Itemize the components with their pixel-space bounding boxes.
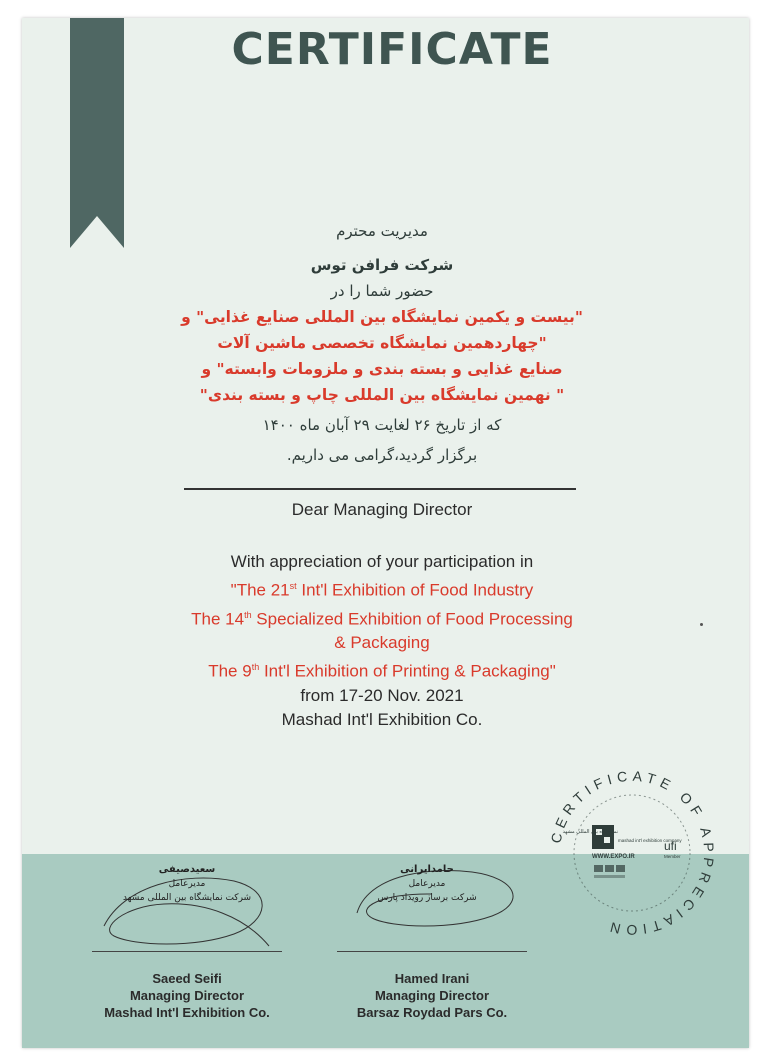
seal-logo-english: mashad int'l exhibition company bbox=[618, 838, 682, 843]
certificate-sheet bbox=[22, 18, 749, 1048]
persian-exhibition-line: "چهاردهمین نمایشگاه تخصصی ماشین آلات bbox=[217, 334, 547, 352]
english-exhibition-2-cont: & Packaging bbox=[334, 633, 430, 653]
persian-text-block bbox=[162, 218, 602, 468]
signature-line-2 bbox=[337, 951, 527, 952]
persian-closing: برگزار گردید،گرامی می داریم. bbox=[286, 446, 478, 464]
english-dates: from 17-20 Nov. 2021 bbox=[300, 685, 464, 705]
ufi-member: Member bbox=[664, 854, 681, 859]
signer-2-fa-company: شرکت برساز رویداد پارس bbox=[377, 893, 477, 903]
signer-1-fa-role: مدیرعامل bbox=[168, 879, 206, 889]
signer-2-name: Hamed Irani bbox=[394, 971, 470, 986]
signer-1-name: Saeed Seifi bbox=[152, 971, 222, 986]
persian-exhibition-line: " نهمین نمایشگاه بین المللی چاپ و بسته بندی" bbox=[199, 386, 565, 404]
signature-persian-1 bbox=[82, 863, 292, 905]
speck-mark bbox=[700, 623, 703, 626]
signer-1-fa-name: سعیدصیفی bbox=[158, 864, 216, 875]
signer-2-fa-role: مدیرعامل bbox=[408, 879, 446, 889]
signature-line-1 bbox=[92, 951, 282, 952]
persian-salutation: مدیریت محترم bbox=[336, 222, 428, 240]
english-text-block bbox=[132, 498, 632, 732]
certificate-title: CERTIFICATE bbox=[231, 24, 553, 75]
seal-logo-persian: نمایشگاه بین المللی مشهد bbox=[562, 829, 618, 835]
ufi-logo: ufi bbox=[664, 839, 677, 853]
signer-2-role: Managing Director bbox=[374, 988, 490, 1003]
signature-block-2 bbox=[312, 970, 552, 1021]
persian-date-line: که از تاریخ ۲۶ لغایت ۲۹ آبان ماه ۱۴۰۰ bbox=[262, 416, 502, 434]
persian-exhibition-line: "بیست و یکمین نمایشگاه بین المللی صنایع غذایی" و bbox=[181, 308, 583, 326]
persian-exhibition-line: صنایع غذایی و بسته بندی و ملزومات وابسته" و bbox=[201, 360, 563, 378]
english-exhibition-1: "The 21st Int'l Exhibition of Food Industry bbox=[230, 580, 534, 600]
signature-block-1 bbox=[67, 970, 307, 1021]
signature-persian-2 bbox=[322, 863, 532, 905]
signer-1-company: Mashad Int'l Exhibition Co. bbox=[104, 1005, 270, 1020]
signer-1-fa-company: شرکت نمایشگاه بین المللی مشهد bbox=[122, 893, 252, 903]
persian-intro: حضور شما را در bbox=[330, 282, 434, 300]
appreciation-seal bbox=[542, 763, 722, 943]
english-exhibition-2: The 14th Specialized Exhibition of Food Processing bbox=[191, 609, 573, 629]
english-appreciation: With appreciation of your participation in bbox=[230, 552, 534, 571]
section-divider bbox=[184, 488, 576, 490]
signer-1-role: Managing Director bbox=[129, 988, 245, 1003]
english-organizer: Mashad Int'l Exhibition Co. bbox=[281, 709, 483, 729]
signer-2-company: Barsaz Roydad Pars Co. bbox=[356, 1005, 508, 1020]
seal-website: WWW.EXPO.IR bbox=[592, 854, 635, 860]
partner-logo-icon bbox=[594, 865, 603, 872]
english-greeting: Dear Managing Director bbox=[291, 500, 473, 519]
persian-company-name: شرکت فرافن توس bbox=[310, 256, 454, 274]
bookmark-ribbon-icon bbox=[70, 18, 124, 248]
seal-ring-text: CERTIFICATE OF APPRECIATION bbox=[547, 767, 718, 939]
english-exhibition-3: The 9th Int'l Exhibition of Printing & Packaging" bbox=[208, 661, 556, 681]
signer-2-fa-name: حامدایرانی bbox=[400, 864, 454, 875]
